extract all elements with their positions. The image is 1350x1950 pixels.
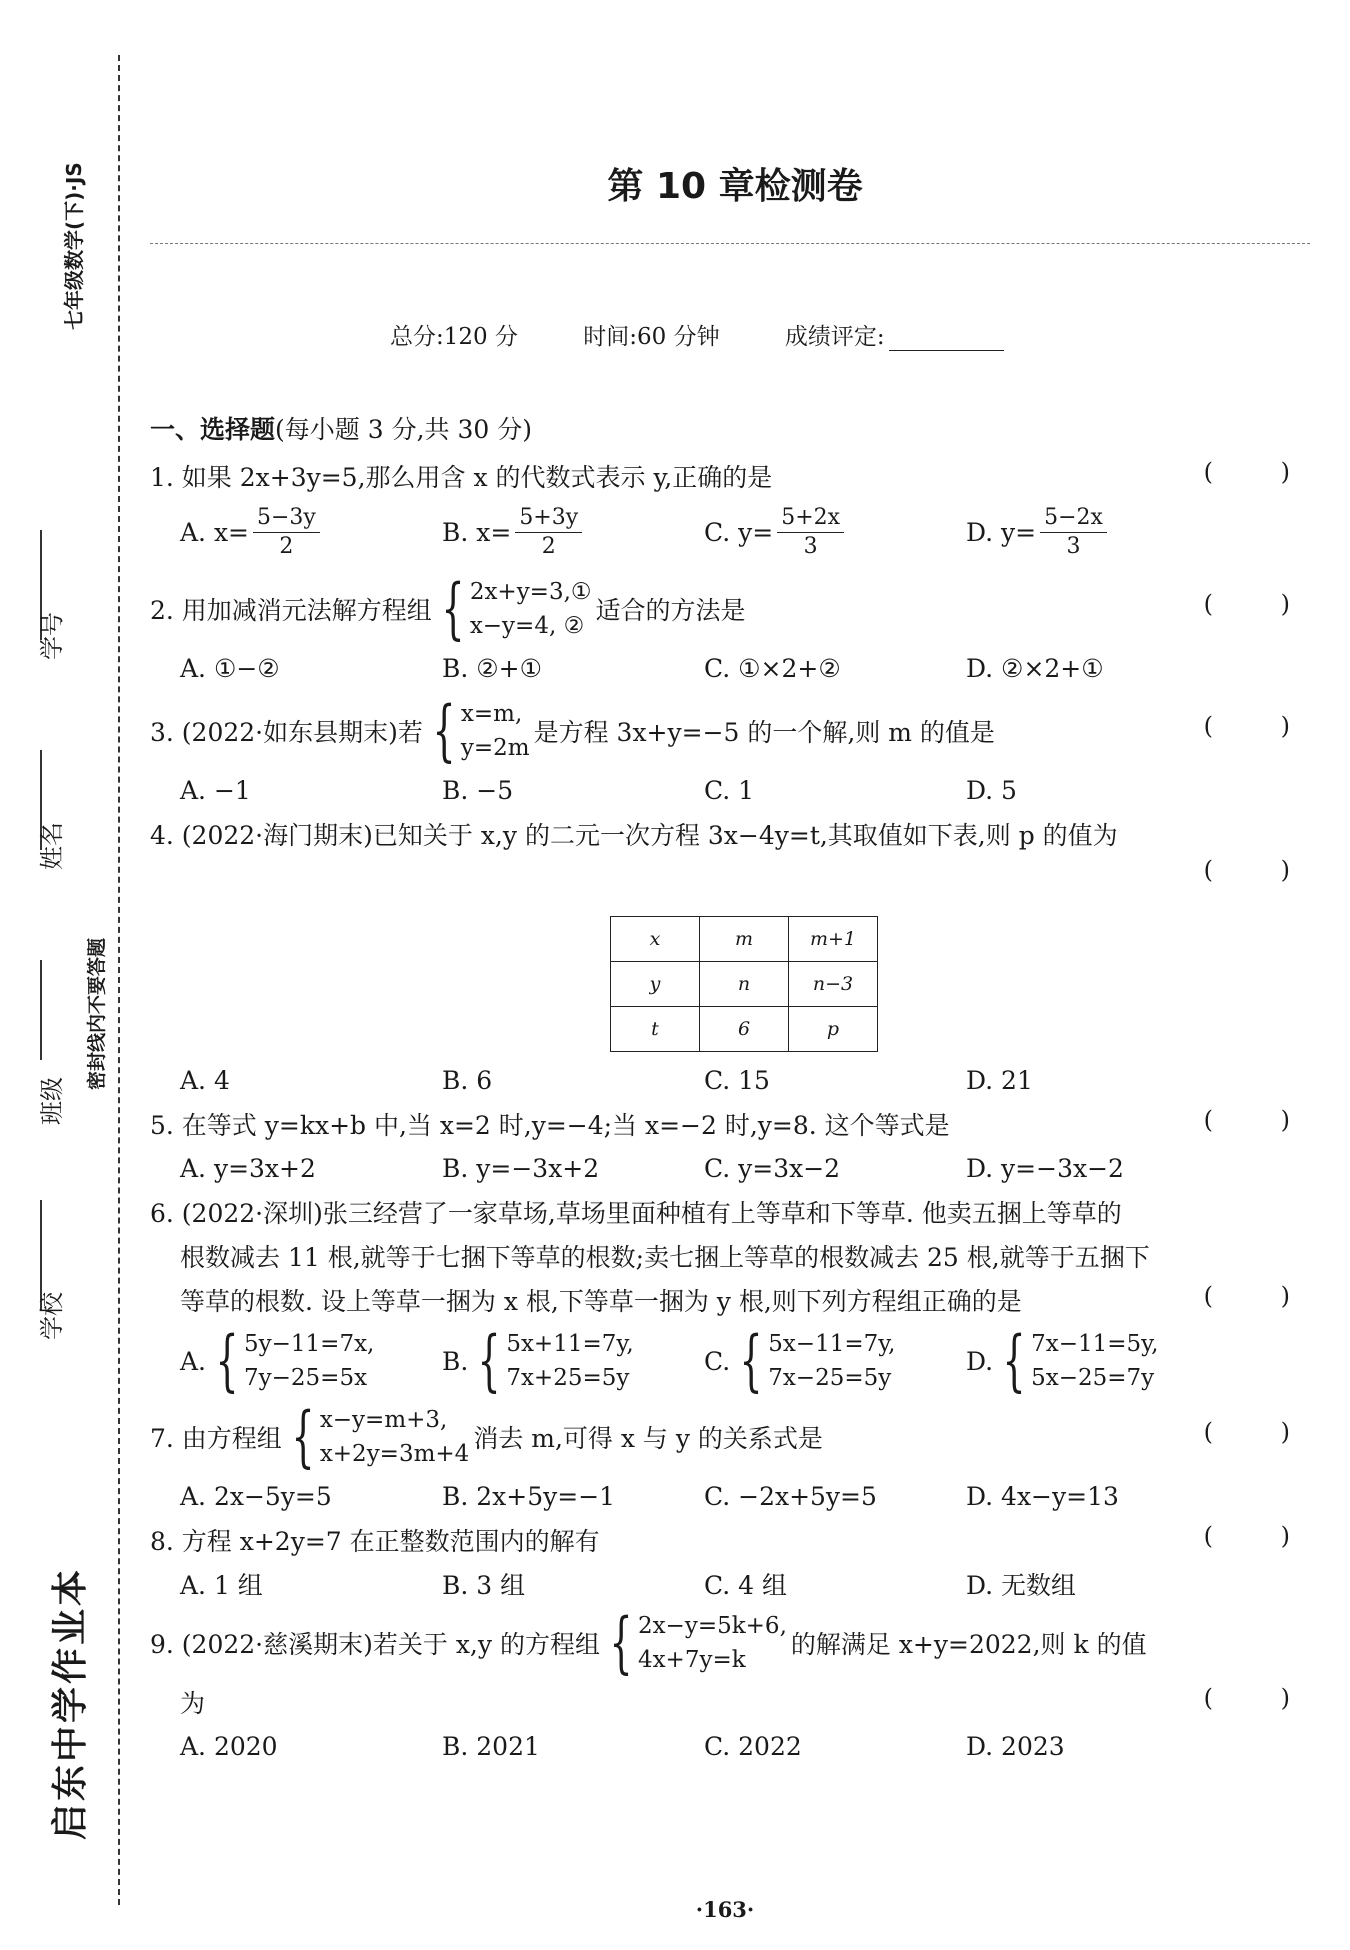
equation-system [997, 1322, 1159, 1399]
option-c[interactable]: C. −2x+5y=5 [704, 1481, 877, 1511]
equation-2: 4x+7y=k [637, 1647, 746, 1673]
option-a[interactable]: A. 2020 [180, 1731, 278, 1761]
student-no-label: 学号 [38, 612, 66, 660]
equation-system [472, 1322, 634, 1399]
equation-2: 7x−25=5y [768, 1365, 892, 1391]
option-d[interactable]: D. 4x−y=13 [966, 1481, 1119, 1511]
option-b[interactable] [442, 1322, 704, 1399]
option-d[interactable] [966, 1322, 1228, 1399]
q5-stem: 5. 在等式 y=kx+b 中,当 x=2 时,y=−4;当 x=−2 时,y=8. 这个等式是 [150, 1111, 950, 1140]
binding-margin [0, 0, 130, 1950]
equation-2: x−y=4, ② [469, 613, 585, 639]
option-label: B. [442, 1346, 469, 1376]
fraction [515, 504, 582, 561]
section-note: (每小题 3 分,共 30 分) [275, 415, 532, 444]
table-cell: 6 [700, 1007, 789, 1052]
numerator: 5+2x [777, 504, 844, 533]
question-3 [150, 694, 1320, 812]
option-d[interactable] [966, 504, 1228, 561]
answer-paren[interactable]: ( ) [1203, 1418, 1320, 1446]
option-d[interactable]: D. 5 [966, 775, 1017, 805]
option-c[interactable]: C. 2022 [704, 1731, 802, 1761]
equation-1: x=m, [460, 701, 523, 727]
option-label: B. x= [442, 517, 512, 547]
answer-paren[interactable]: ( ) [1203, 590, 1320, 618]
option-label: D. y= [966, 517, 1037, 547]
brace-icon: { [291, 1398, 315, 1475]
table-cell: n [700, 962, 789, 1007]
option-c[interactable]: C. 4 组 [704, 1571, 787, 1600]
page-number: ·163· [695, 1897, 755, 1922]
option-c[interactable]: C. 1 [704, 775, 755, 805]
option-b[interactable]: B. 6 [442, 1065, 493, 1095]
numerator: 5+3y [515, 504, 582, 533]
option-label: C. y= [704, 517, 774, 547]
question-2 [150, 572, 1320, 690]
denominator: 3 [1066, 533, 1081, 559]
numerator: 5−2x [1040, 504, 1107, 533]
section-heading [150, 410, 1320, 454]
option-b[interactable]: B. −5 [442, 775, 514, 805]
q9-stem-tail: 为 [180, 1689, 206, 1718]
q6-line-3: 等草的根数. 设上等草一捆为 x 根,下等草一捆为 y 根,则下列方程组正确的是 [180, 1287, 1022, 1316]
option-c[interactable]: C. y=3x−2 [704, 1153, 841, 1183]
fraction [1040, 504, 1107, 561]
option-a[interactable]: A. 4 [180, 1065, 230, 1095]
answer-paren[interactable]: ( ) [1203, 1522, 1320, 1550]
brace-icon: { [432, 692, 456, 769]
equation-system [210, 1322, 375, 1399]
equation-1: 2x−y=5k+6, [637, 1613, 787, 1639]
q9-stem-pre: 9. (2022·慈溪期末)若关于 x,y 的方程组 [150, 1630, 600, 1659]
brace-icon: { [609, 1604, 633, 1681]
brace-icon: { [215, 1322, 239, 1399]
brace-icon: { [1002, 1322, 1026, 1399]
option-b[interactable] [442, 504, 704, 561]
total-score: 总分:120 分 [390, 324, 518, 350]
q3-stem-post: 是方程 3x+y=−5 的一个解,则 m 的值是 [533, 718, 995, 747]
option-c[interactable]: C. 15 [704, 1065, 770, 1095]
equation-system [286, 1398, 470, 1475]
question-area [150, 410, 1320, 1768]
q1-stem: 1. 如果 2x+3y=5,那么用含 x 的代数式表示 y,正确的是 [150, 463, 773, 492]
fraction [777, 504, 844, 561]
option-c[interactable] [704, 504, 966, 561]
grade-label: 成绩评定: [784, 324, 885, 350]
denominator: 3 [803, 533, 818, 559]
brace-icon: { [441, 570, 465, 647]
option-d[interactable]: D. y=−3x−2 [966, 1153, 1124, 1183]
q7-stem-post: 消去 m,可得 x 与 y 的关系式是 [473, 1424, 823, 1453]
option-label: D. [966, 1346, 994, 1376]
option-b[interactable]: B. 2021 [442, 1731, 540, 1761]
series-label: 七年级数学(下)·JS [62, 162, 86, 330]
option-a[interactable]: A. ①−② [180, 653, 280, 683]
school-label: 学校 [38, 1292, 66, 1340]
answer-paren[interactable]: ( ) [1203, 1282, 1320, 1310]
equation-2: 5x−25=7y [1031, 1365, 1155, 1391]
option-d[interactable]: D. ②×2+① [966, 653, 1104, 683]
question-1 [150, 454, 1320, 566]
q2-stem-post: 适合的方法是 [595, 596, 746, 625]
q6-line-2: 根数减去 11 根,就等于七捆下等草的根数;卖七捆上等草的根数减去 25 根,就等于五捆下 [180, 1243, 1150, 1272]
option-a[interactable]: A. 2x−5y=5 [180, 1481, 332, 1511]
page-title: 第 10 章检测卷 [607, 166, 863, 207]
q4-stem: 4. (2022·海门期末)已知关于 x,y 的二元一次方程 3x−4y=t,其取值如下表,则 p 的值为 [150, 821, 1118, 850]
option-a[interactable]: A. y=3x+2 [180, 1153, 316, 1183]
table-cell: m+1 [789, 917, 878, 962]
brace-icon: { [477, 1322, 501, 1399]
option-c[interactable] [704, 1322, 966, 1399]
option-label: C. [704, 1346, 731, 1376]
seal-note: 密封线内不要答题 [86, 937, 108, 1090]
option-label: A. x= [180, 517, 249, 547]
equation-1: 5x−11=7y, [768, 1331, 896, 1357]
answer-paren[interactable]: ( ) [1203, 458, 1320, 486]
equation-system [436, 570, 592, 647]
option-a[interactable] [180, 1322, 442, 1399]
grade-blank[interactable] [889, 326, 1004, 351]
title-divider [150, 243, 1310, 244]
question-4 [150, 812, 1320, 1102]
table-cell: m [700, 917, 789, 962]
option-label: A. [180, 1346, 207, 1376]
equation-system [734, 1322, 896, 1399]
class-label: 班级 [38, 1077, 66, 1125]
option-d[interactable]: D. 2023 [966, 1731, 1065, 1761]
denominator: 2 [541, 533, 556, 559]
table-row [611, 1007, 878, 1052]
table-cell: x [611, 917, 700, 962]
q2-stem-pre: 2. 用加减消元法解方程组 [150, 596, 432, 625]
section-title: 一、选择题 [150, 415, 276, 444]
equation-2: x+2y=3m+4 [319, 1441, 470, 1467]
question-9 [150, 1606, 1320, 1768]
option-a[interactable]: A. −1 [180, 775, 251, 805]
time-limit: 时间:60 分钟 [583, 324, 720, 350]
equation-system [427, 692, 530, 769]
table-cell: t [611, 1007, 700, 1052]
answer-paren[interactable]: ( ) [1203, 856, 1320, 884]
equation-1: x−y=m+3, [319, 1407, 448, 1433]
answer-paren[interactable]: ( ) [1203, 712, 1320, 740]
equation-system [604, 1604, 787, 1681]
q8-stem: 8. 方程 x+2y=7 在正整数范围内的解有 [150, 1527, 600, 1556]
equation-2: y=2m [460, 735, 530, 761]
table-cell: p [789, 1007, 878, 1052]
equation-2: 7y−25=5x [244, 1365, 368, 1391]
q9-stem-post: 的解满足 x+y=2022,则 k 的值 [790, 1630, 1147, 1659]
seal-dashed-line [118, 55, 120, 1905]
option-a[interactable]: A. 1 组 [180, 1571, 263, 1600]
brace-icon: { [739, 1322, 763, 1399]
option-b[interactable]: B. 3 组 [442, 1571, 526, 1600]
fraction [253, 504, 320, 561]
table-row [611, 917, 878, 962]
option-b[interactable]: B. y=−3x+2 [442, 1153, 600, 1183]
option-d[interactable]: D. 21 [966, 1065, 1033, 1095]
name-label: 姓名 [38, 822, 66, 870]
value-table [610, 916, 878, 1052]
q6-line-1: 6. (2022·深圳)张三经营了一家草场,草场里面种植有上等草和下等草. 他卖五捆上等草的 [150, 1199, 1122, 1228]
brand-label: 启东中学作业本 [50, 1566, 91, 1840]
option-d[interactable]: D. 无数组 [966, 1571, 1077, 1600]
table-cell: y [611, 962, 700, 1007]
numerator: 5−3y [253, 504, 320, 533]
equation-1: 5x+11=7y, [506, 1331, 634, 1357]
q7-stem-pre: 7. 由方程组 [150, 1424, 282, 1453]
equation-2: 7x+25=5y [506, 1365, 630, 1391]
table-cell: n−3 [789, 962, 878, 1007]
option-b[interactable]: B. ②+① [442, 653, 543, 683]
q3-stem-pre: 3. (2022·如东县期末)若 [150, 718, 423, 747]
question-6 [150, 1190, 1320, 1400]
answer-paren[interactable]: ( ) [1203, 1684, 1320, 1712]
option-c[interactable]: C. ①×2+② [704, 653, 841, 683]
equation-1: 2x+y=3,① [469, 579, 592, 605]
question-8 [150, 1518, 1320, 1606]
option-a[interactable] [180, 504, 442, 561]
question-7 [150, 1400, 1320, 1518]
question-5 [150, 1102, 1320, 1190]
class-blank [40, 960, 42, 1060]
exam-info [390, 318, 1062, 351]
denominator: 2 [279, 533, 294, 559]
option-b[interactable]: B. 2x+5y=−1 [442, 1481, 616, 1511]
grade-field [785, 324, 1062, 350]
equation-1: 7x−11=5y, [1031, 1331, 1159, 1357]
table-row [611, 962, 878, 1007]
equation-1: 5y−11=7x, [244, 1331, 375, 1357]
answer-paren[interactable]: ( ) [1203, 1106, 1320, 1134]
